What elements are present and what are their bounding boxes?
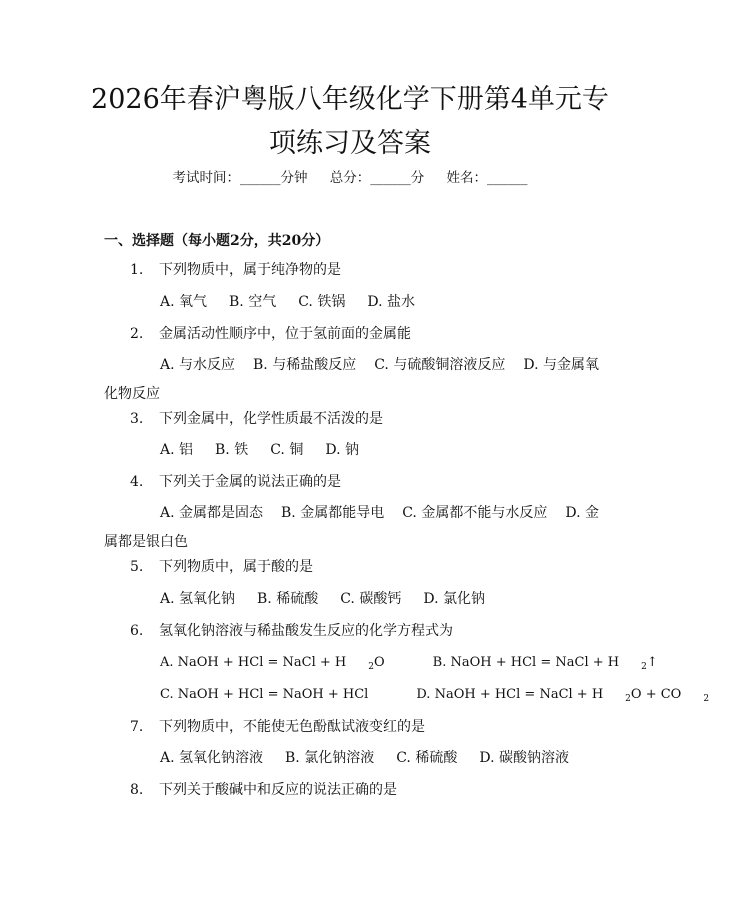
question-6 [130,621,453,641]
option-b: B. 与稀盐酸反应 [253,357,357,373]
question-1-options [160,292,437,312]
option-c: C. 金属都不能与水反应 [402,505,548,521]
question-number: 6. [130,623,144,639]
question-2-options [104,351,604,409]
option-c: C. 碳酸钙 [340,591,402,607]
option-b: B. 氯化钠溶液 [285,750,375,766]
option-a: A. NaOH + HCl = NaCl + H $_2$O [160,655,385,672]
option-b: B. 金属都能导电 [281,505,385,521]
option-b: B. 铁 [215,442,249,458]
option-c: C. 稀硫酸 [396,750,458,766]
option-c: C. 铜 [270,442,304,458]
option-d: D. 金属都是银白色 [104,505,599,550]
section-heading: 一、选择题（每小题2分，共20分） [104,233,330,249]
question-stem: 金属活动性顺序中，位于氢前面的金属能 [159,326,411,342]
option-a: A. 铝 [160,442,194,458]
question-4 [130,472,341,492]
option-d: D. NaOH + HCl = NaCl + H $_2$O + CO $_2$ [416,687,710,704]
option-d: D. 碳酸钠溶液 [479,750,569,766]
question-4-options [104,499,604,557]
question-number: 2. [130,326,144,342]
option-d: D. 盐水 [367,294,415,310]
option-b: B. 空气 [229,294,277,310]
question-stem: 下列金属中，化学性质最不活泼的是 [159,411,383,427]
question-6-options-row-1 [160,653,702,677]
question-number: 1. [130,262,144,278]
question-number: 8. [130,782,144,798]
option-c: C. NaOH + HCl = NaOH + HCl [160,687,369,702]
option-a: A. 氢氧化钠 [160,591,236,607]
option-a: A. 金属都是固态 [160,505,264,521]
question-1 [130,260,341,280]
question-5 [130,557,313,577]
option-c: C. 铁锅 [298,294,346,310]
question-3-options [160,440,381,460]
question-stem: 下列物质中，不能使无色酚酞试液变红的是 [159,719,425,735]
option-d: D. 钠 [325,442,359,458]
title-line-1: 2026年春沪粤版八年级化学下册第4单元专 [91,84,609,115]
option-a: A. 氧气 [160,294,208,310]
question-3 [130,409,383,429]
title-line-2: 项练习及答案 [269,128,431,159]
question-stem: 下列物质中，属于纯净物的是 [159,262,341,278]
option-a: A. 与水反应 [160,357,236,373]
question-stem: 下列物质中，属于酸的是 [159,559,313,575]
question-number: 5. [130,559,144,575]
option-b: B. 稀硫酸 [257,591,319,607]
question-7-options [160,748,591,768]
question-number: 3. [130,411,144,427]
question-stem: 下列关于金属的说法正确的是 [159,474,341,490]
question-2 [130,324,411,344]
question-stem: 氢氧化钠溶液与稀盐酸发生反应的化学方程式为 [159,623,453,639]
document-title [60,78,640,166]
question-number: 4. [130,474,144,490]
option-d: D. 与金属氧化物反应 [104,357,599,402]
student-name-field: 姓名：______ [446,170,528,186]
question-stem: 下列关于酸碱中和反应的说法正确的是 [159,782,397,798]
question-number: 7. [130,719,144,735]
total-score-field: 总分：______分 [329,170,425,186]
option-b: B. NaOH + HCl = NaCl + H $_2$↑ [432,655,658,672]
exam-meta [0,168,700,188]
option-d: D. 氯化钠 [423,591,485,607]
option-a: A. 氢氧化钠溶液 [160,750,264,766]
question-8 [130,780,397,800]
exam-time-field: 考试时间：______分钟 [172,170,308,186]
question-5-options [160,589,507,609]
question-7 [130,717,425,737]
option-c: C. 与硫酸铜溶液反应 [374,357,506,373]
question-6-options-row-2 [160,685,731,709]
